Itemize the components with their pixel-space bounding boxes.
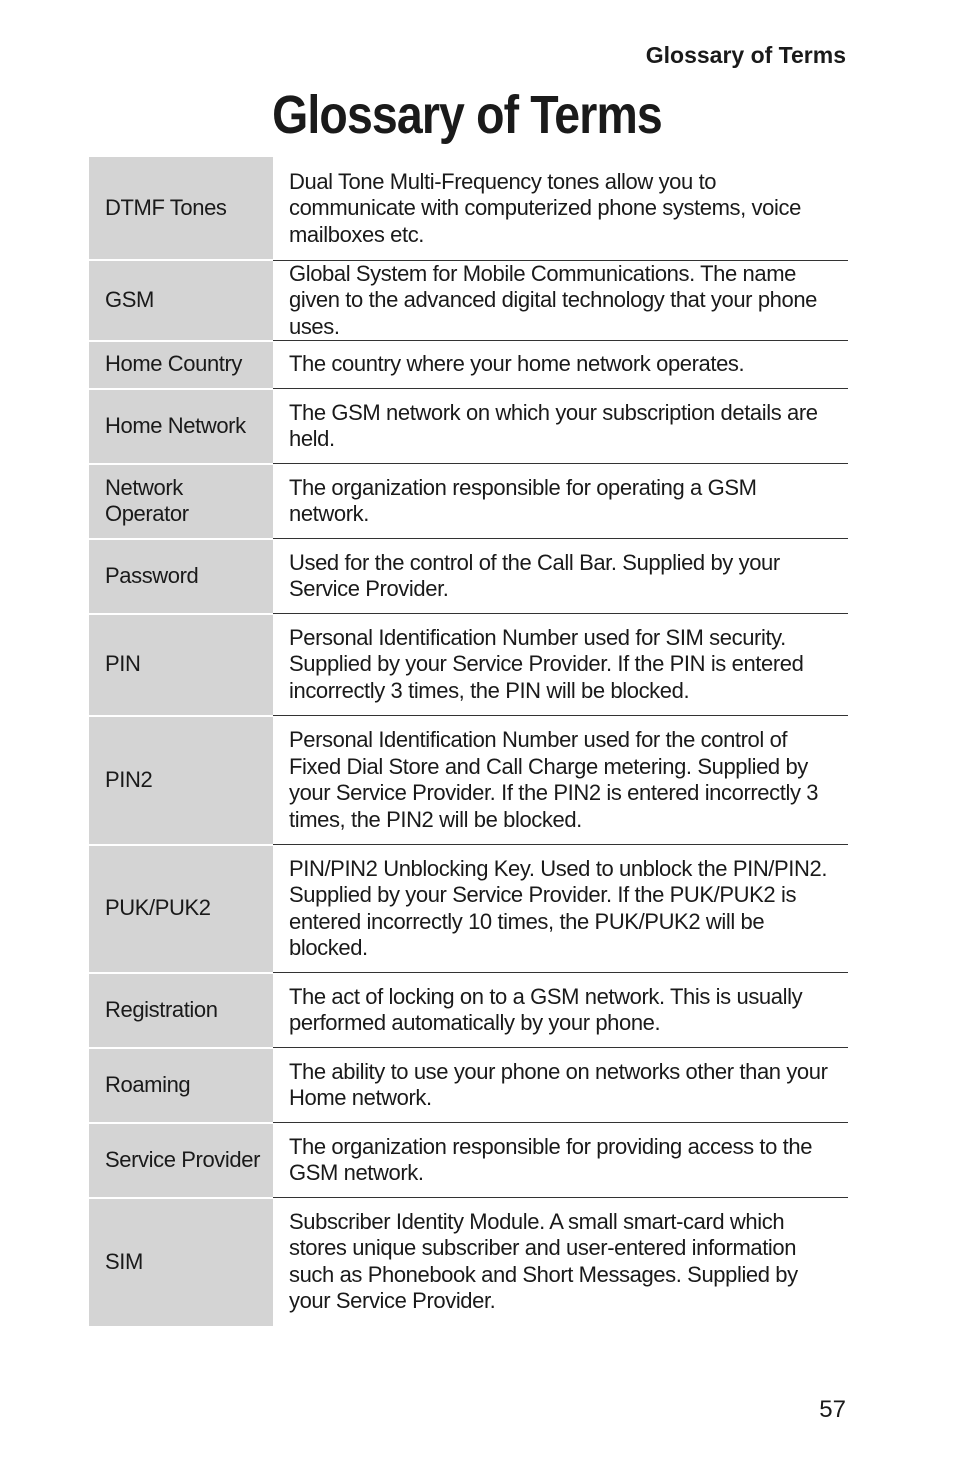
table-row [89,1048,848,1123]
glossary-definition: Global System for Mobile Communications. The name given to the advanced digital technology that your phone uses. [273,260,848,341]
table-row [89,1198,848,1326]
glossary-definition: The GSM network on which your subscription details are held. [273,389,848,464]
table-row [89,716,848,845]
glossary-definition: The act of locking on to a GSM network. This is usually performed automatically by your phone. [273,973,848,1048]
table-row [89,464,848,539]
table-row [89,341,848,389]
glossary-table [89,157,848,1326]
table-row [89,260,848,341]
running-header: Glossary of Terms [645,42,846,68]
glossary-definition: The ability to use your phone on networks other than your Home network. [273,1048,848,1123]
table-row [89,157,848,260]
glossary-term: GSM [89,260,273,341]
glossary-term: Home Network [89,389,273,464]
glossary-term: Password [89,539,273,614]
glossary-definition: Used for the control of the Call Bar. Supplied by your Service Provider. [273,539,848,614]
glossary-term: PIN2 [89,716,273,845]
glossary-definition: Personal Identification Number used for the control of Fixed Dial Store and Call Charge metering. Supplied by your Service Provider. If the PIN2 is entered incorrectly 3 times, the PIN2 will be blocked. [273,716,848,845]
glossary-term: Registration [89,973,273,1048]
table-row [89,389,848,464]
table-row [89,539,848,614]
glossary-definition: Personal Identification Number used for SIM security. Supplied by your Service Provider. If the PIN is entered incorrectly 3 times, the PIN will be blocked. [273,614,848,716]
glossary-term: Home Country [89,341,273,389]
table-row [89,614,848,716]
glossary-definition: The organization responsible for providing access to the GSM network. [273,1123,848,1198]
glossary-term: Roaming [89,1048,273,1123]
glossary-term: Service Provider [89,1123,273,1198]
glossary-term: PIN [89,614,273,716]
page-number: 57 [819,1396,846,1423]
table-row [89,973,848,1048]
table-row [89,845,848,973]
glossary-definition: PIN/PIN2 Unblocking Key. Used to unblock the PIN/PIN2. Supplied by your Service Provider. If the PUK/PUK2 is entered incorrectly 10 times, the PUK/PUK2 will be blocked. [273,845,848,973]
glossary-term: Network Operator [89,464,273,539]
page-title: Glossary of Terms [272,85,662,145]
glossary-term: SIM [89,1198,273,1326]
glossary-term: PUK/PUK2 [89,845,273,973]
glossary-definition: Subscriber Identity Module. A small smart-card which stores unique subscriber and user-entered information such as Phonebook and Short Messages. Supplied by your Service Provider. [289,1208,798,1314]
glossary-term: DTMF Tones [89,157,273,260]
glossary-definition: The organization responsible for operating a GSM network. [273,464,848,539]
table-row [89,1123,848,1198]
glossary-definition: Dual Tone Multi-Frequency tones allow you to communicate with computerized phone systems, voice mailboxes etc. [273,157,848,260]
glossary-definition: The country where your home network operates. [273,341,848,389]
